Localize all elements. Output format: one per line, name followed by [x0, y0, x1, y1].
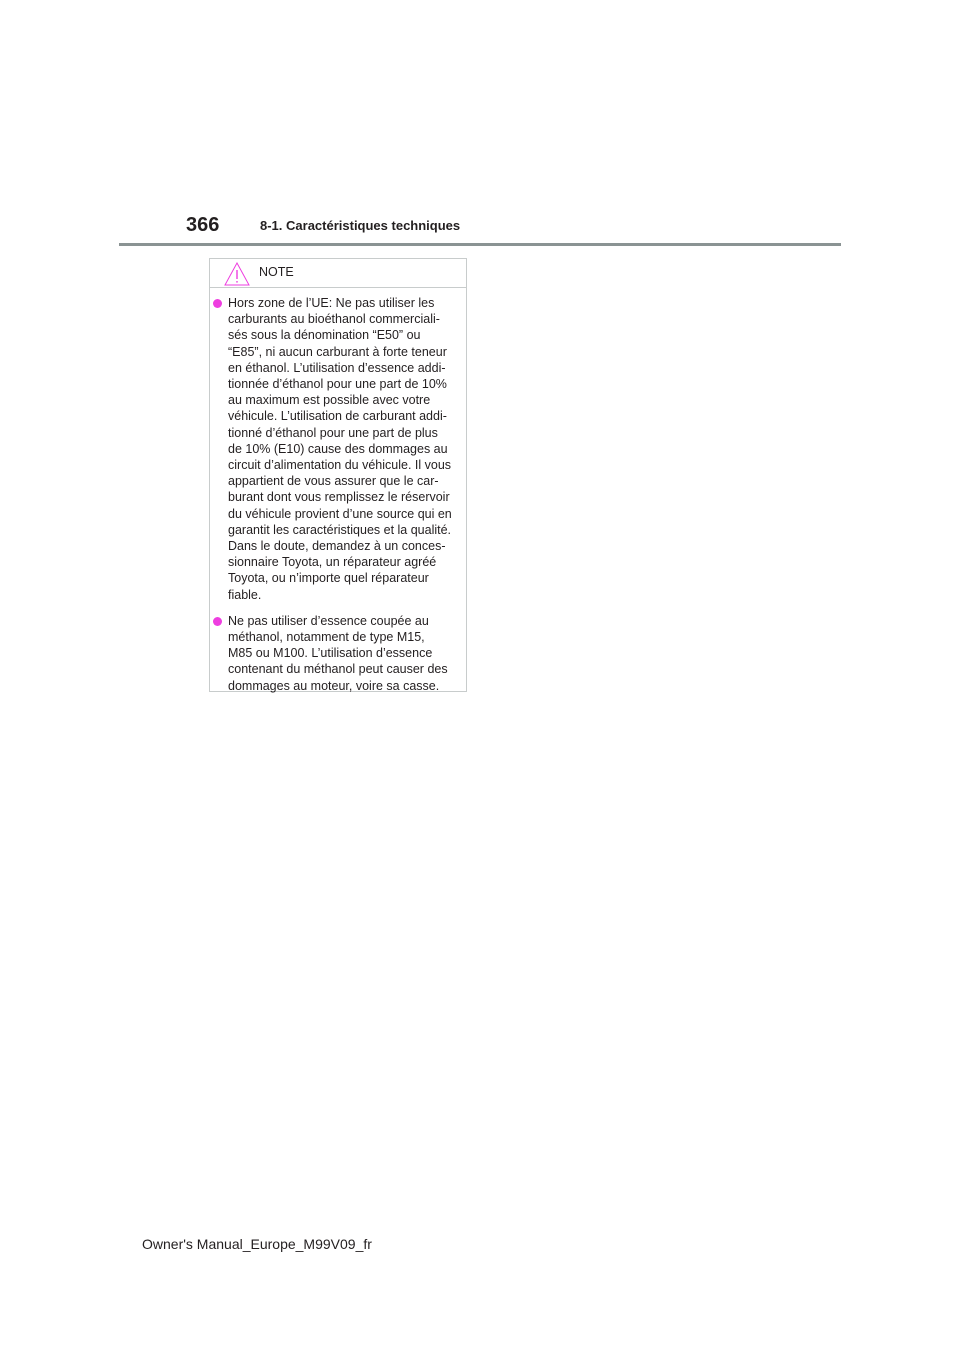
note-text-line: méthanol, notamment de type M15,: [228, 630, 425, 645]
page-number: 366: [186, 214, 220, 236]
note-text-line: véhicule. L’utilisation de carburant addi-: [228, 409, 447, 424]
note-text-line: circuit d’alimentation du véhicule. Il vous: [228, 458, 452, 473]
note-text-line: Toyota, ou n’importe quel réparateur: [228, 571, 429, 586]
note-text-line: Dans le doute, demandez à un conces-: [228, 539, 446, 554]
header-rule: [119, 243, 841, 246]
note-text-line: Hors zone de l’UE: Ne pas utiliser les: [228, 296, 435, 310]
note-text-line: garantit les caractéristiques et la qualité.: [228, 522, 452, 537]
warning-triangle-icon: [224, 262, 250, 286]
note-text-line: fiable.: [228, 587, 262, 602]
bullet-dot-icon: [213, 617, 222, 626]
note-text-line: M85 ou M100. L’utilisation d’essence: [228, 646, 433, 661]
footer-text: Owner's Manual_Europe_M99V09_fr: [142, 1236, 372, 1252]
note-text-line: “E85”, ni aucun carburant à forte teneur: [228, 344, 447, 359]
note-bullet-item: [210, 295, 466, 603]
section-title: 8-1. Caractéristiques techniques: [260, 218, 461, 233]
note-text-line: appartient de vous assurer que le car-: [228, 474, 439, 489]
note-text-line: en éthanol. L’utilisation d’essence addi-: [228, 360, 446, 375]
note-bullet-item: [210, 613, 466, 694]
note-text-line: sionnaire Toyota, un réparateur agréé: [228, 555, 437, 570]
note-header: [210, 259, 466, 288]
note-text-line: dommages au moteur, voire sa casse.: [228, 678, 440, 693]
note-text-line: sés sous la dénomination “E50” ou: [228, 328, 421, 343]
note-text-line: du véhicule provient d’une source qui en: [228, 506, 452, 521]
note-text-line: burant dont vous remplissez le réservoir: [228, 490, 450, 505]
note-title: NOTE: [259, 265, 294, 279]
note-text-line: Ne pas utiliser d’essence coupée au: [228, 613, 429, 628]
note-box: [209, 258, 467, 692]
note-text-line: tionnée d’éthanol pour une part de 10%: [228, 377, 447, 392]
note-text-line: carburants au bioéthanol commerciali-: [228, 312, 440, 327]
note-text-line: contenant du méthanol peut causer des: [228, 662, 448, 677]
bullet-dot-icon: [213, 299, 222, 308]
note-text-line: au maximum est possible avec votre: [228, 393, 431, 408]
note-text-line: tionné d’éthanol pour une part de plus: [228, 425, 438, 440]
note-text-line: de 10% (E10) cause des dommages au: [228, 441, 448, 456]
